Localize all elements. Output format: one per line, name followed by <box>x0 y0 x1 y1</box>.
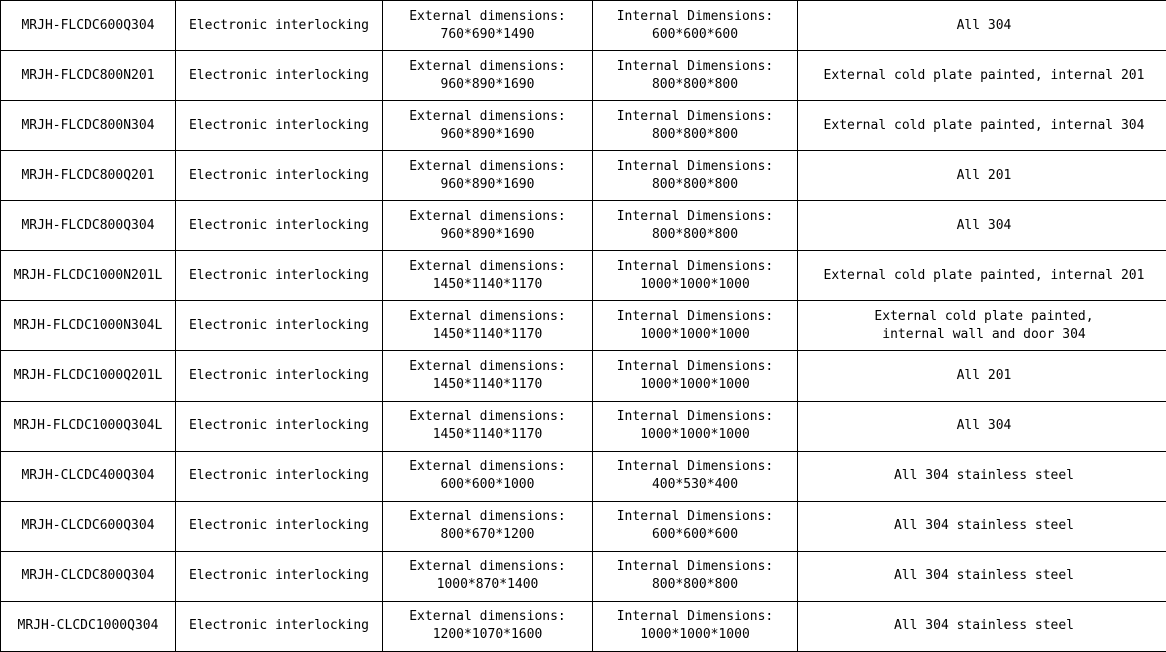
lock-type: Electronic interlocking <box>188 317 369 333</box>
table-row <box>1 101 1166 151</box>
lock-type-cell <box>176 51 383 101</box>
internal-dimensions-value: 800*800*800 <box>651 126 739 142</box>
internal-dimensions-label: Internal Dimensions: <box>616 8 774 24</box>
material-cell <box>798 601 1166 651</box>
lock-type: Electronic interlocking <box>188 167 369 183</box>
model-number: MRJH-CLCDC1000Q304 <box>17 618 159 634</box>
external-dimensions-value: 1450*1140*1170 <box>432 326 543 342</box>
model-cell <box>1 401 176 451</box>
material-cell <box>798 101 1166 151</box>
material-text-line2: internal wall and door 304 <box>882 326 1086 342</box>
material-cell <box>798 551 1166 601</box>
model-number: MRJH-FLCDC800N304 <box>21 117 155 133</box>
external-dimensions-value: 1200*1070*1600 <box>432 627 543 643</box>
internal-dimensions-cell <box>593 501 798 551</box>
external-dimensions-cell <box>383 251 593 301</box>
material-cell <box>798 1 1166 51</box>
lock-type: Electronic interlocking <box>188 67 369 83</box>
external-dimensions-cell <box>383 101 593 151</box>
lock-type: Electronic interlocking <box>188 117 369 133</box>
internal-dimensions-value: 1000*1000*1000 <box>640 326 750 342</box>
internal-dimensions-value: 1000*1000*1000 <box>640 376 750 392</box>
lock-type-cell <box>176 1 383 51</box>
internal-dimensions-value: 1000*1000*1000 <box>640 427 750 443</box>
lock-type: Electronic interlocking <box>188 367 369 383</box>
table-row <box>1 201 1166 251</box>
internal-dimensions-value: 600*600*600 <box>651 527 739 543</box>
internal-dimensions-label: Internal Dimensions: <box>616 58 774 74</box>
material-text: External cold plate painted, <box>874 308 1094 324</box>
external-dimensions-label: External dimensions: <box>409 409 566 425</box>
material-text: All 304 stainless steel <box>893 468 1074 484</box>
lock-type-cell <box>176 351 383 401</box>
lock-type: Electronic interlocking <box>188 568 369 584</box>
model-cell <box>1 451 176 501</box>
material-cell <box>798 51 1166 101</box>
internal-dimensions-cell <box>593 201 798 251</box>
lock-type-cell <box>176 251 383 301</box>
model-cell <box>1 1 176 51</box>
internal-dimensions-cell <box>593 101 798 151</box>
internal-dimensions-cell <box>593 151 798 201</box>
internal-dimensions-cell <box>593 251 798 301</box>
model-number: MRJH-CLCDC400Q304 <box>21 468 155 484</box>
material-text: All 304 <box>956 17 1012 33</box>
lock-type-cell <box>176 151 383 201</box>
external-dimensions-cell <box>383 201 593 251</box>
table-row <box>1 501 1166 551</box>
external-dimensions-cell <box>383 501 593 551</box>
external-dimensions-label: External dimensions: <box>409 358 566 374</box>
internal-dimensions-value: 800*800*800 <box>651 176 739 192</box>
external-dimensions-cell <box>383 1 593 51</box>
model-number: MRJH-FLCDC1000Q201L <box>13 367 163 383</box>
lock-type-cell <box>176 101 383 151</box>
external-dimensions-value: 600*600*1000 <box>440 477 535 493</box>
external-dimensions-value: 960*890*1690 <box>440 226 535 242</box>
internal-dimensions-value: 400*530*400 <box>651 477 739 493</box>
model-number: MRJH-FLCDC800N201 <box>21 67 155 83</box>
model-cell <box>1 251 176 301</box>
model-cell <box>1 301 176 351</box>
lock-type-cell <box>176 601 383 651</box>
internal-dimensions-label: Internal Dimensions: <box>616 308 774 324</box>
table-row <box>1 351 1166 401</box>
model-number: MRJH-CLCDC800Q304 <box>21 568 155 584</box>
external-dimensions-cell <box>383 551 593 601</box>
external-dimensions-value: 1000*870*1400 <box>436 577 539 593</box>
model-number: MRJH-FLCDC1000N304L <box>13 317 163 333</box>
internal-dimensions-cell <box>593 301 798 351</box>
internal-dimensions-cell <box>593 351 798 401</box>
external-dimensions-label: External dimensions: <box>409 308 566 324</box>
external-dimensions-cell <box>383 451 593 501</box>
model-cell <box>1 501 176 551</box>
external-dimensions-value: 960*890*1690 <box>440 76 535 92</box>
model-number: MRJH-CLCDC600Q304 <box>21 518 155 534</box>
model-cell <box>1 601 176 651</box>
material-cell <box>798 351 1166 401</box>
external-dimensions-label: External dimensions: <box>409 108 566 124</box>
table-row <box>1 151 1166 201</box>
internal-dimensions-value: 1000*1000*1000 <box>640 627 750 643</box>
material-cell <box>798 251 1166 301</box>
lock-type: Electronic interlocking <box>188 267 369 283</box>
internal-dimensions-value: 800*800*800 <box>651 226 739 242</box>
external-dimensions-cell <box>383 351 593 401</box>
model-number: MRJH-FLCDC800Q201 <box>21 167 155 183</box>
internal-dimensions-label: Internal Dimensions: <box>616 609 774 625</box>
material-text: All 201 <box>956 367 1012 383</box>
external-dimensions-cell <box>383 601 593 651</box>
internal-dimensions-label: Internal Dimensions: <box>616 459 774 475</box>
table-body <box>1 1 1166 652</box>
table-row <box>1 601 1166 651</box>
table-row <box>1 401 1166 451</box>
external-dimensions-label: External dimensions: <box>409 559 566 575</box>
external-dimensions-label: External dimensions: <box>409 459 566 475</box>
internal-dimensions-value: 1000*1000*1000 <box>640 276 750 292</box>
external-dimensions-label: External dimensions: <box>409 58 566 74</box>
external-dimensions-label: External dimensions: <box>409 509 566 525</box>
internal-dimensions-cell <box>593 401 798 451</box>
internal-dimensions-label: Internal Dimensions: <box>616 358 774 374</box>
model-cell <box>1 151 176 201</box>
table-row <box>1 551 1166 601</box>
lock-type: Electronic interlocking <box>188 468 369 484</box>
lock-type-cell <box>176 551 383 601</box>
material-cell <box>798 451 1166 501</box>
material-text: All 304 stainless steel <box>893 618 1074 634</box>
model-cell <box>1 201 176 251</box>
lock-type: Electronic interlocking <box>188 618 369 634</box>
external-dimensions-value: 1450*1140*1170 <box>432 276 543 292</box>
table-row <box>1 451 1166 501</box>
internal-dimensions-cell <box>593 601 798 651</box>
material-text: All 201 <box>956 167 1012 183</box>
material-text: All 304 stainless steel <box>893 568 1074 584</box>
internal-dimensions-cell <box>593 451 798 501</box>
lock-type: Electronic interlocking <box>188 17 369 33</box>
lock-type: Electronic interlocking <box>188 518 369 534</box>
material-text: External cold plate painted, internal 304 <box>823 117 1145 133</box>
model-cell <box>1 551 176 601</box>
table-row <box>1 51 1166 101</box>
external-dimensions-cell <box>383 301 593 351</box>
external-dimensions-label: External dimensions: <box>409 609 566 625</box>
lock-type: Electronic interlocking <box>188 217 369 233</box>
external-dimensions-label: External dimensions: <box>409 258 566 274</box>
lock-type-cell <box>176 201 383 251</box>
material-cell <box>798 201 1166 251</box>
lock-type-cell <box>176 401 383 451</box>
external-dimensions-cell <box>383 51 593 101</box>
model-number: MRJH-FLCDC800Q304 <box>21 217 155 233</box>
external-dimensions-cell <box>383 401 593 451</box>
internal-dimensions-cell <box>593 551 798 601</box>
internal-dimensions-label: Internal Dimensions: <box>616 509 774 525</box>
table-row <box>1 251 1166 301</box>
lock-type-cell <box>176 451 383 501</box>
table-row <box>1 301 1166 351</box>
internal-dimensions-cell <box>593 1 798 51</box>
internal-dimensions-label: Internal Dimensions: <box>616 258 774 274</box>
internal-dimensions-value: 600*600*600 <box>651 26 739 42</box>
table-row <box>1 1 1166 51</box>
internal-dimensions-cell <box>593 51 798 101</box>
internal-dimensions-value: 800*800*800 <box>651 577 739 593</box>
external-dimensions-label: External dimensions: <box>409 8 566 24</box>
material-text: All 304 <box>956 418 1012 434</box>
internal-dimensions-label: Internal Dimensions: <box>616 409 774 425</box>
lock-type-cell <box>176 501 383 551</box>
lock-type-cell <box>176 301 383 351</box>
internal-dimensions-label: Internal Dimensions: <box>616 108 774 124</box>
material-cell <box>798 301 1166 351</box>
model-number: MRJH-FLCDC1000N201L <box>13 267 163 283</box>
material-text: External cold plate painted, internal 201 <box>823 67 1145 83</box>
model-number: MRJH-FLCDC600Q304 <box>21 17 155 33</box>
model-cell <box>1 101 176 151</box>
material-cell <box>798 501 1166 551</box>
external-dimensions-label: External dimensions: <box>409 208 566 224</box>
external-dimensions-value: 1450*1140*1170 <box>432 427 543 443</box>
external-dimensions-value: 800*670*1200 <box>440 527 535 543</box>
internal-dimensions-label: Internal Dimensions: <box>616 559 774 575</box>
internal-dimensions-value: 800*800*800 <box>651 76 739 92</box>
external-dimensions-value: 960*890*1690 <box>440 176 535 192</box>
lock-type: Electronic interlocking <box>188 418 369 434</box>
material-text: All 304 <box>956 217 1012 233</box>
external-dimensions-value: 1450*1140*1170 <box>432 376 543 392</box>
external-dimensions-cell <box>383 151 593 201</box>
material-cell <box>798 151 1166 201</box>
external-dimensions-label: External dimensions: <box>409 158 566 174</box>
model-number: MRJH-FLCDC1000Q304L <box>13 418 163 434</box>
model-cell <box>1 51 176 101</box>
material-text: All 304 stainless steel <box>893 518 1074 534</box>
material-cell <box>798 401 1166 451</box>
external-dimensions-value: 760*690*1490 <box>440 26 535 42</box>
internal-dimensions-label: Internal Dimensions: <box>616 158 774 174</box>
model-cell <box>1 351 176 401</box>
internal-dimensions-label: Internal Dimensions: <box>616 208 774 224</box>
material-text: External cold plate painted, internal 201 <box>823 267 1145 283</box>
external-dimensions-value: 960*890*1690 <box>440 126 535 142</box>
